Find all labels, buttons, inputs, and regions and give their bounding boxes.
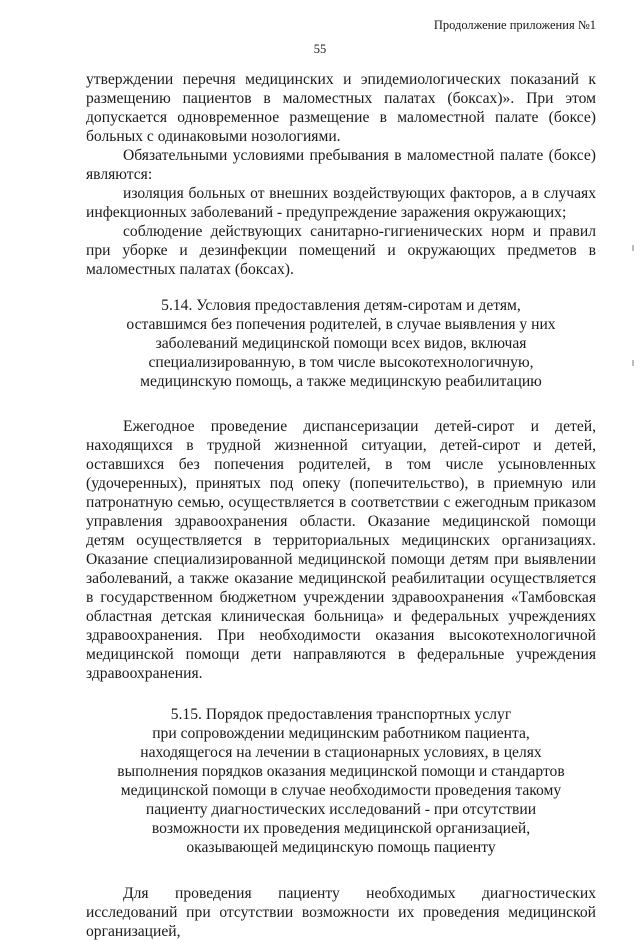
section-heading-line: оставшимся без попечения родителей, в случае выявления у них	[126, 316, 556, 333]
scan-artifact	[632, 360, 634, 366]
paragraph-conditions-intro: Обязательными условиями пребывания в маломестной палате (боксе) являются:	[86, 147, 596, 183]
section-heading-line: заболеваний медицинской помощи всех видов, включая	[155, 335, 527, 352]
section-heading-5-15	[86, 705, 596, 857]
page-body	[86, 70, 596, 941]
section-heading-line: медицинской помощи в случае необходимости проведения такому	[120, 782, 562, 799]
scan-artifact	[632, 245, 634, 251]
section-heading-line: специализированную, в том числе высокотехнологичную,	[148, 354, 534, 371]
section-heading-line: выполнения порядков оказания медицинской помощи и стандартов	[117, 763, 565, 780]
section-heading-line: находящегося на лечении в стационарных условиях, в целях	[140, 744, 542, 761]
list-item-isolation: изоляция больных от внешних воздействующих факторов, а в случаях инфекционных заболеваний - предупреждение заражения окружающих;	[86, 185, 596, 221]
section-heading-line: возможности их проведения медицинской организацией,	[151, 820, 531, 837]
section-heading-line: при сопровождении медицинским работником пациента,	[152, 725, 530, 742]
section-heading-line: оказывающей медицинскую помощь пациенту	[186, 839, 496, 856]
list-item-sanitary: соблюдение действующих санитарно-гигиенических норм и правил при уборке и дезинфекции помещений и окружающих предметов в маломестных палатах (боксах).	[86, 223, 596, 278]
section-heading-line: медицинскую помощь, а также медицинскую реабилитацию	[140, 373, 542, 390]
paragraph-transport: Для проведения пациенту необходимых диагностических исследований при отсутствии возможности их проведения медицинской организацией,	[86, 885, 596, 940]
section-heading-line: 5.15. Порядок предоставления транспортных услуг	[170, 706, 512, 723]
section-heading-5-14	[86, 296, 596, 391]
paragraph-orphans-care: Ежегодное проведение диспансеризации детей-сирот и детей, находящихся в трудной жизненной ситуации, детей-сирот и детей, оставшихся без попечения родителей, в том числе усыновленных (удочеренных), принятых под опеку (попечительство), в приемную или патронатную семью, осуществляется в соответствии с ежегодным приказом управления здравоохранения области. Оказание медицинской помощи детям осуществляется в территориальных медицинских организациях. Оказание специализированной медицинской помощи детям при выявлении заболеваний, а также оказание медицинской реабилитации осуществляется в государственном бюджетном учреждении здравоохранения «Тамбовская областная детская клиническая больница» и федеральных учреждениях здравоохранения. При необходимости оказания высокотехнологичной медицинской помощи дети направляются в федеральные учреждения здравоохранения.	[86, 418, 596, 682]
section-heading-line: пациенту диагностических исследований - при отсутствии	[145, 801, 537, 818]
section-heading-line: 5.14. Условия предоставления детям-сиротам и детям,	[161, 297, 521, 314]
paragraph-continuation: утверждении перечня медицинских и эпидемиологических показаний к размещению пациентов в маломестных палатах (боксах)». При этом допускается одновременное размещение в маломестной палате (боксе) больных с одинаковыми нозологиями.	[86, 71, 596, 145]
page-number: 55	[313, 42, 327, 56]
running-header: Продолжение приложения №1	[433, 18, 596, 32]
